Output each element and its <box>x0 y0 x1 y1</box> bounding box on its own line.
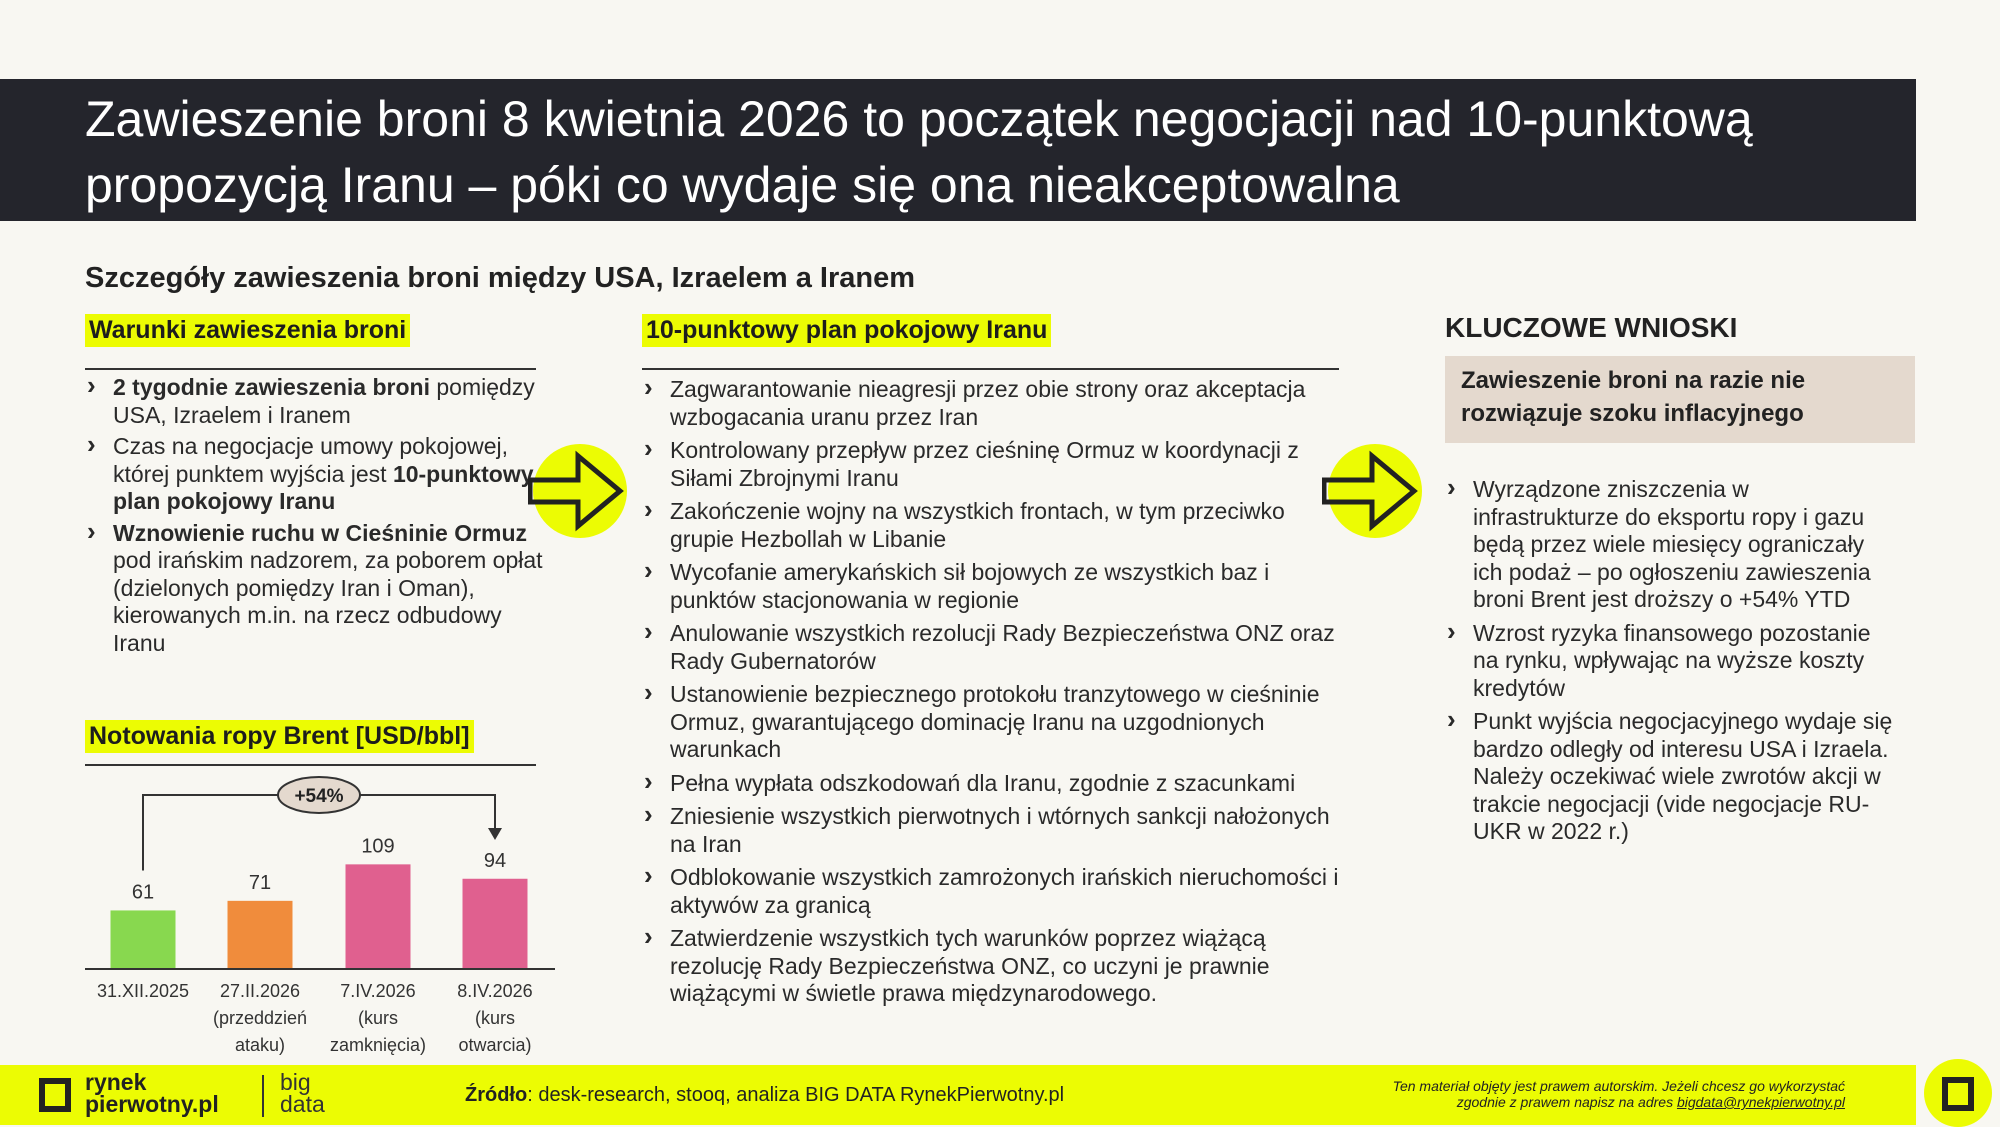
bar <box>346 864 411 969</box>
list-item: › Pełna wypłata odszkodowań dla Iranu, zgodnie z szacunkami <box>642 770 1342 798</box>
chart-title-wrap <box>85 720 474 753</box>
list-item: › Zagwarantowanie nieagresji przez obie strony oraz akceptacja wzbogacania uranu przez Iran <box>642 376 1342 431</box>
list-item: › Punkt wyjścia negocjacyjnego wydaje się bardzo odległy od interesu USA i Izraela. Należy oczekiwać wiele zwrotów akcji w trakcie negocjacji (vide negocjacje RU-UKR w 2022 r.) <box>1445 708 1895 846</box>
data-label: 109 <box>361 835 395 858</box>
col2-heading-wrap <box>642 314 1051 347</box>
chart-title: Notowania ropy Brent [USD/bbl] <box>85 720 474 753</box>
page-title: Zawieszenie broni 8 kwietnia 2026 to początek negocjacji nad 10-punktową propozycją Iranu – póki co wydaje się ona nieakceptowalna <box>85 91 1753 213</box>
col2-list <box>642 376 1342 1014</box>
copyright: Ten materiał objęty jest prawem autorskim. Jeżeli chcesz go wykorzystać zgodnie z prawem napisz na adres bigdata@rynekpierwotny.pl <box>1392 1078 1845 1110</box>
x-tick-label: zamknięcia) <box>329 1035 427 1055</box>
data-label: 61 <box>131 881 155 904</box>
x-tick-label: (kurs <box>358 1008 398 1028</box>
divider <box>85 368 536 370</box>
list-item: › Wycofanie amerykańskich sił bojowych ze wszystkich baz i punktów stacjonowania w regionie <box>642 559 1342 614</box>
arrow-right-icon <box>1322 446 1422 536</box>
list-item: › Wzrost ryzyka finansowego pozostanie na rynku, wpływając na wyższe koszty kredytów <box>1445 620 1895 703</box>
list-item: › Kontrolowany przepływ przez cieśninę Ormuz w koordynacji z Siłami Zbrojnymi Iranu <box>642 437 1342 492</box>
x-tick-label: 31.XII.2025 <box>96 981 190 1001</box>
col1-list <box>85 374 545 661</box>
email-link[interactable]: bigdata@rynekpierwotny.pl <box>1676 1094 1845 1110</box>
list-item: › Zatwierdzenie wszystkich tych warunków poprzez wiążącą rezolucję Rady Bezpieczeństwa ONZ, co uczyni je prawnie wiążącymi w świetle prawa międzynarodowego. <box>642 925 1342 1008</box>
bar <box>463 879 528 969</box>
list-item: › Wyrządzone zniszczenia w infrastrukturze do eksportu ropy i gazu będą przez wiele miesięcy ograniczały ich podaż – po ogłoszeniu zawieszenia broni Brent jest droższy o +54% YTD <box>1445 476 1895 614</box>
bar <box>111 910 176 969</box>
list-item: › Anulowanie wszystkich rezolucji Rady Bezpieczeństwa ONZ oraz Rady Gubernatorów <box>642 620 1342 675</box>
col1-heading-wrap <box>85 314 410 347</box>
divider <box>262 1075 264 1117</box>
col1-heading: Warunki zawieszenia broni <box>85 314 410 347</box>
x-tick-label: 8.IV.2026 <box>457 981 533 1001</box>
x-tick-label: ataku) <box>234 1035 286 1055</box>
source: Źródło: desk-research, stooq, analiza BIG DATA RynekPierwotny.pl <box>465 1084 1065 1106</box>
arrow-down-icon <box>488 828 502 840</box>
list-item: › 2 tygodnie zawieszenia broni pomiędzy USA, Izraelem i Iranem <box>85 374 545 429</box>
data-label: 94 <box>483 849 507 872</box>
col2-heading: 10-punktowy plan pokojowy Iranu <box>642 314 1051 347</box>
arrow-right-icon <box>528 446 628 536</box>
list-item: › Zniesienie wszystkich pierwotnych i wtórnych sankcji nałożonych na Iran <box>642 803 1342 858</box>
brent-chart <box>0 770 600 1070</box>
x-tick-label: 27.II.2026 <box>219 981 301 1001</box>
key-findings-box: Zawieszenie broni na razie nie rozwiązuje szoku inflacyjnego <box>1445 356 1915 443</box>
divider <box>642 368 1339 370</box>
x-tick-label: (przeddzień <box>212 1008 308 1028</box>
data-label: 71 <box>248 871 272 894</box>
logo-icon <box>1941 1076 1975 1112</box>
x-tick-label: 7.IV.2026 <box>340 981 416 1001</box>
list-item: › Ustanowienie bezpiecznego protokołu tranzytowego w cieśninie Ormuz, gwarantującego dominację Iranu na uzgodnionych warunkach <box>642 681 1342 764</box>
list-item: › Odblokowanie wszystkich zamrożonych irańskich nieruchomości i aktywów za granicą <box>642 864 1342 919</box>
list-item: › Wznowienie ruchu w Cieśninie Ormuz pod irańskim nadzorem, za poborem opłat (dzielonych pomiędzy Iran i Oman), kierowanych m.in. na rzecz odbudowy Iranu <box>85 520 545 658</box>
x-tick-label: (kurs <box>475 1008 515 1028</box>
list-item: › Czas na negocjacje umowy pokojowej, której punktem wyjścia jest 10-punktowy plan pokojowy Iranu <box>85 433 545 516</box>
annotation-label: +54% <box>294 786 344 807</box>
logo-text: rynek pierwotny.pl <box>85 1069 219 1117</box>
logo-icon <box>38 1077 72 1113</box>
col3-list <box>1445 476 1895 852</box>
list-item: › Zakończenie wojny na wszystkich frontach, w tym przeciwko grupie Hezbollah w Libanie <box>642 498 1342 553</box>
logo-bigdata: big data <box>280 1069 325 1117</box>
bar <box>228 901 293 969</box>
subtitle: Szczegóły zawieszenia broni między USA, Izraelem a Iranem <box>85 262 916 294</box>
key-findings-heading: KLUCZOWE WNIOSKI <box>1445 312 1738 343</box>
x-tick-label: otwarcia) <box>458 1035 532 1055</box>
divider <box>85 764 536 766</box>
